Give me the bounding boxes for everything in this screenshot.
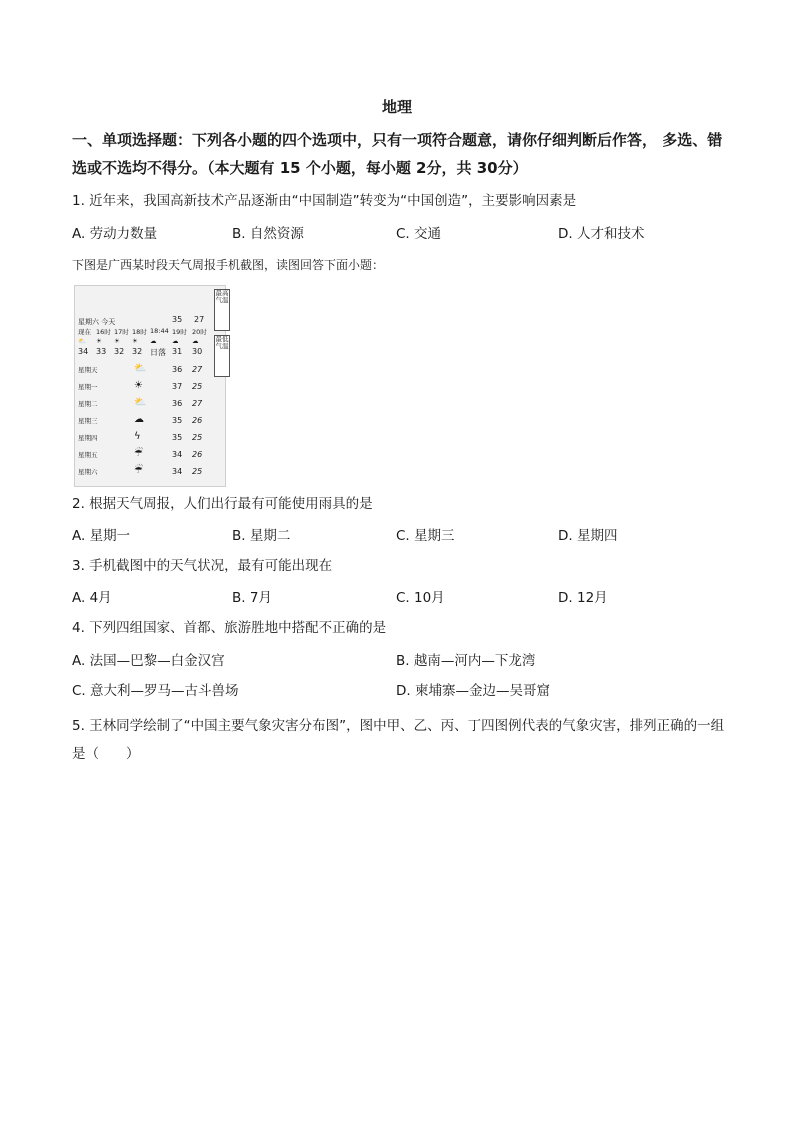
label-max-temp: 最高气温 bbox=[214, 289, 230, 331]
hour-label: 16时 bbox=[96, 328, 111, 336]
hour-temp: 32 bbox=[132, 347, 143, 356]
lightning-icon: ϟ bbox=[134, 431, 141, 442]
q4-option-c[interactable]: C. 意大利—罗马—古斗兽场 bbox=[72, 683, 239, 699]
day-min-temp: 25 bbox=[192, 382, 203, 391]
day-label: 星期一 bbox=[78, 383, 98, 391]
day-max-temp: 35 bbox=[172, 433, 183, 442]
q4-option-b[interactable]: B. 越南—河内—下龙湾 bbox=[396, 653, 536, 669]
question-3-options bbox=[72, 586, 732, 608]
q1-option-c[interactable]: C. 交通 bbox=[396, 226, 442, 242]
q1-option-d[interactable]: D. 人才和技术 bbox=[558, 226, 645, 242]
hour-temp: 33 bbox=[96, 347, 107, 356]
day-label: 星期四 bbox=[78, 434, 98, 442]
hour-label: 19时 bbox=[172, 328, 187, 336]
hour-temp: 31 bbox=[172, 347, 183, 356]
day-label: 星期五 bbox=[78, 451, 98, 459]
question-3: 3. 手机截图中的天气状况，最有可能出现在 bbox=[72, 558, 333, 574]
question-5: 5. 王林同学绘制了“中国主要气象灾害分布图”，图中甲、乙、丙、丁四图例代表的气象灾害，排列正确的一组是（ ） bbox=[72, 718, 725, 762]
hour-label: 17时 bbox=[114, 328, 129, 336]
day-min-temp: 25 bbox=[192, 467, 203, 476]
question-2-options bbox=[72, 524, 732, 546]
q2-option-a[interactable]: A. 星期一 bbox=[72, 528, 131, 544]
day-label: 星期三 bbox=[78, 417, 98, 425]
day-min-temp: 26 bbox=[192, 450, 203, 459]
hour-label: 18:44 bbox=[150, 327, 169, 335]
section-heading: 一、单项选择题：下列各小题的四个选项中，只有一项符合题意，请你仔细判断后作答， 多选、错选或不选均不得分。（本大题有 15 个小题，每小题 2分，共 30分） bbox=[72, 131, 723, 177]
cloud-icon: ☁ bbox=[172, 337, 179, 345]
sun-icon: ⛅ bbox=[78, 337, 87, 345]
weather-header: 星期六 今天 bbox=[78, 318, 116, 326]
page-title: 地理 bbox=[381, 98, 412, 116]
question-4-options-row2 bbox=[72, 679, 732, 701]
question-2: 2. 根据天气周报，人们出行最有可能使用雨具的是 bbox=[72, 496, 373, 512]
q3-option-d[interactable]: D. 12月 bbox=[558, 590, 608, 606]
hour-temp: 日落 bbox=[150, 348, 166, 357]
q2-option-b[interactable]: B. 星期二 bbox=[232, 528, 291, 544]
sun-icon: ☀ bbox=[132, 337, 138, 345]
q1-option-b[interactable]: B. 自然资源 bbox=[232, 226, 304, 242]
hour-temp: 30 bbox=[192, 347, 203, 356]
top-min-temp: 27 bbox=[194, 315, 205, 324]
day-min-temp: 25 bbox=[192, 433, 203, 442]
q4-option-a[interactable]: A. 法国—巴黎—白金汉宫 bbox=[72, 653, 225, 669]
day-min-temp: 26 bbox=[192, 416, 203, 425]
hour-label: 18时 bbox=[132, 328, 147, 336]
sun-icon: ☀ bbox=[134, 380, 143, 391]
question-4-options-row1 bbox=[72, 649, 732, 671]
day-max-temp: 34 bbox=[172, 467, 183, 476]
day-min-temp: 27 bbox=[192, 365, 203, 374]
day-label: 星期天 bbox=[78, 366, 98, 374]
day-max-temp: 34 bbox=[172, 450, 183, 459]
day-max-temp: 37 bbox=[172, 382, 183, 391]
cloudy-sun-icon: ⛅ bbox=[134, 363, 147, 374]
hour-temp: 34 bbox=[78, 347, 89, 356]
q3-option-c[interactable]: C. 10月 bbox=[396, 590, 445, 606]
question-4: 4. 下列四组国家、首都、旅游胜地中搭配不正确的是 bbox=[72, 620, 387, 636]
q4-option-d[interactable]: D. 柬埔寨—金边—吴哥窟 bbox=[396, 683, 550, 699]
q2-option-d[interactable]: D. 星期四 bbox=[558, 528, 618, 544]
heavy-rain-icon: ☔ bbox=[134, 465, 143, 476]
cloud-icon: ☁ bbox=[192, 337, 199, 345]
question-1-options bbox=[72, 222, 732, 244]
cloud-icon: ☁ bbox=[134, 414, 144, 425]
q2-option-c[interactable]: C. 星期三 bbox=[396, 528, 455, 544]
q3-option-b[interactable]: B. 7月 bbox=[232, 590, 272, 606]
hour-label: 现在 bbox=[78, 328, 91, 336]
hour-label: 20时 bbox=[192, 328, 207, 336]
day-max-temp: 36 bbox=[172, 399, 183, 408]
figure-intro: 下图是广西某时段天气周报手机截图，读图回答下面小题： bbox=[72, 258, 385, 272]
rain-icon: ☔ bbox=[134, 448, 143, 459]
sun-icon: ☀ bbox=[96, 337, 102, 345]
weather-forecast-figure bbox=[74, 285, 238, 485]
cloudy-sun-icon: ⛅ bbox=[134, 397, 147, 408]
top-max-temp: 35 bbox=[172, 315, 183, 324]
day-max-temp: 36 bbox=[172, 365, 183, 374]
day-min-temp: 27 bbox=[192, 399, 203, 408]
day-label: 星期二 bbox=[78, 400, 98, 408]
sun-icon: ☀ bbox=[114, 337, 120, 345]
cloud-icon: ☁ bbox=[150, 337, 157, 345]
q3-option-a[interactable]: A. 4月 bbox=[72, 590, 112, 606]
day-max-temp: 35 bbox=[172, 416, 183, 425]
q1-option-a[interactable]: A. 劳动力数量 bbox=[72, 226, 158, 242]
day-label: 星期六 bbox=[78, 468, 98, 476]
hour-temp: 32 bbox=[114, 347, 125, 356]
label-min-temp: 最低气温 bbox=[214, 335, 230, 377]
question-1: 1. 近年来，我国高新技术产品逐渐由“中国制造”转变为“中国创造”，主要影响因素是 bbox=[72, 193, 577, 209]
